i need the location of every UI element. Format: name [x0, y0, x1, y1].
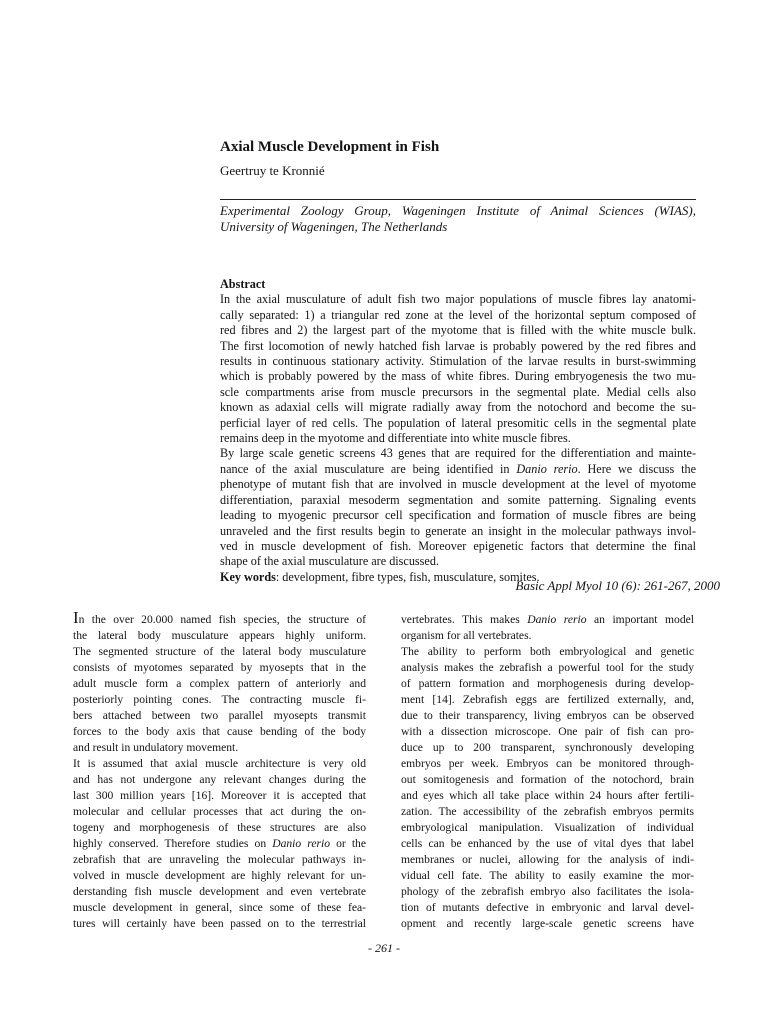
- body-line: and eyes which all take place within 24 hours after fertili-: [401, 789, 694, 802]
- body-line: phology of the zebrafish embryo also facilitates the isola-: [401, 885, 694, 898]
- abstract-line: The first locomotion of newly hatched fish larvae is probably powered by the red fibres and: [220, 338, 696, 353]
- body-line: vertebrates. This makes Danio rerio an important model: [401, 613, 695, 626]
- body-line: togeny and morphogenesis of these structures are also: [73, 821, 366, 834]
- body-line: zation. The accessibility of the zebrafish embryos permits: [401, 805, 694, 818]
- body-line: molecular and cellular processes that act during the on-: [73, 805, 366, 818]
- abstract: [220, 277, 696, 585]
- abstract-line: known as adaxial cells will migrate radially away from the notochord and become the su-: [220, 400, 696, 415]
- body-line: and has not undergone any relevant changes during the: [73, 773, 366, 786]
- abstract-line: differentiation, paraxial mesoderm segmentation and somite patterning. Signaling events: [220, 492, 696, 507]
- abstract-line: In the axial musculature of adult fish two major populations of muscle fibres lay anatomi-: [220, 292, 696, 307]
- body-line: membranes or nuclei, allowing for the analysis of indi-: [401, 853, 694, 866]
- body-line: adult muscle form a complex pattern of anteriorly and: [73, 677, 366, 690]
- abstract-line: nance of the axial musculature are being identified in Danio rerio. Here we discuss the: [220, 461, 696, 476]
- journal-citation: Basic Appl Myol 10 (6): 261-267, 2000: [515, 578, 720, 593]
- body-line: out somitogenesis and formation of the notochord, brain: [401, 773, 694, 786]
- abstract-line: phenotype of mutant fish that are involved in muscle development at the level of myotome: [220, 477, 696, 492]
- body-line: bers attached between two parallel myosepts transmit: [73, 709, 366, 722]
- affiliation-line: Experimental Zoology Group, Wageningen Institute of Animal Sciences (WIAS),: [220, 203, 696, 218]
- body-line: last 300 million years [16]. Moreover it is accepted that: [73, 789, 366, 802]
- affiliation-line: University of Wageningen, The Netherlands: [220, 219, 448, 234]
- body-line: forces to the body axis that cause bending of the body: [73, 725, 366, 738]
- body-line: ment [14]. Zebrafish eggs are fertilized externally, and,: [401, 693, 694, 706]
- body-line: analysis makes the zebrafish a powerful tool for the study: [401, 661, 694, 674]
- body-line: consists of myotomes separated by myosepts that in the: [73, 661, 366, 674]
- body-line: vidual cell fate. The ability to easily examine the mor-: [401, 869, 694, 882]
- body-line: opment and recently large-scale genetic screens have: [401, 917, 694, 930]
- abstract-line: results in continuous stationary activity. Stimulation of the larvae results in burst-swimming: [220, 354, 696, 369]
- keywords-label: Key words: [220, 569, 276, 584]
- body-line: cells can be enhanced by the use of vital dyes that label: [401, 837, 694, 850]
- body-line: with a dissection microscope. One pair of fish can pro-: [401, 725, 694, 738]
- body-line: of pattern formation and morphogenesis during develop-: [401, 677, 694, 690]
- author-name: Geertruy te Kronnié: [220, 163, 325, 178]
- body-line: embryological manipulation. Visualization of individual: [401, 821, 694, 834]
- header-divider: [220, 199, 696, 200]
- abstract-line: By large scale genetic screens 43 genes that are required for the differentiation and mainte-: [220, 446, 696, 461]
- page-number: - 261 -: [368, 941, 400, 955]
- body-line: zebrafish that are unraveling the molecular pathways in-: [73, 853, 366, 866]
- abstract-line: unraveled and the first results begin to generate an insight in the molecular pathways invol-: [220, 523, 696, 538]
- body-column-right: [401, 612, 694, 932]
- body-line: tures will certainly have been passed on to the terrestrial: [73, 917, 366, 930]
- abstract-line: ved in muscle development of fish. Moreover epigenetic factors that determine the final: [220, 538, 696, 553]
- abstract-line: scle compartments arise from muscle precursors in the segmental plate. Medial cells also: [220, 384, 696, 399]
- body-line: The ability to perform both embryological and genetic: [401, 645, 694, 658]
- keywords-text: : development, fibre types, fish, musculature, somites.: [275, 569, 540, 584]
- body-line: posteriorly pointing cones. The contracting muscle fi-: [73, 693, 366, 706]
- body-line: highly conserved. Therefore studies on Danio rerio or the: [73, 837, 367, 850]
- body-line: due to their transparency, living embryos can be observed: [401, 709, 694, 722]
- abstract-line: which is probably powered by the mass of white fibres. During embryogenesis the two mu-: [220, 369, 696, 384]
- body-line: In the over 20.000 named fish species, the structure of: [73, 608, 366, 627]
- body-line: derstanding fish muscle development and even vertebrate: [73, 885, 366, 898]
- abstract-line: shape of the axial musculature are discussed.: [220, 554, 439, 569]
- body-line: organism for all vertebrates.: [401, 629, 532, 642]
- abstract-line: perficial layer of red cells. The population of lateral presomitic cells in the segmental plate: [220, 415, 696, 430]
- body-line: embryos per week. Embryos can be monitored through-: [401, 757, 694, 770]
- body-line: volved in muscle development are highly relevant for un-: [73, 869, 366, 882]
- abstract-line: remains deep in the myotome and differentiate into white muscle fibres.: [220, 431, 571, 446]
- paper-title: Axial Muscle Development in Fish: [220, 139, 440, 155]
- body-line: It is assumed that axial muscle architecture is very old: [73, 757, 366, 770]
- body-line: the lateral body musculature appears highly uniform.: [73, 629, 366, 642]
- abstract-line: cally separated: 1) a triangular red zone at the level of the horizontal septum composed of: [220, 307, 696, 322]
- body-line: and result in undulatory movement.: [73, 741, 239, 754]
- body-line: duce up to 200 transparent, synchronously developing: [401, 741, 694, 754]
- abstract-line: red fibres and 2) the largest part of the myotome that is filled with the white muscle bulk.: [220, 323, 696, 338]
- body-column-left: [73, 608, 367, 932]
- abstract-line: leading to myogenic precursor cell specification and formation of muscle fibres are being: [220, 508, 696, 523]
- body-line: muscle development in general, since some of these fea-: [73, 901, 366, 914]
- abstract-heading: Abstract: [220, 277, 266, 291]
- body-line: tion of mutants defective in embryonic and larval devel-: [401, 901, 694, 914]
- abstract-text: [220, 292, 696, 569]
- affiliation: [220, 203, 696, 235]
- body-line: The segmented structure of the lateral body musculature: [73, 645, 366, 658]
